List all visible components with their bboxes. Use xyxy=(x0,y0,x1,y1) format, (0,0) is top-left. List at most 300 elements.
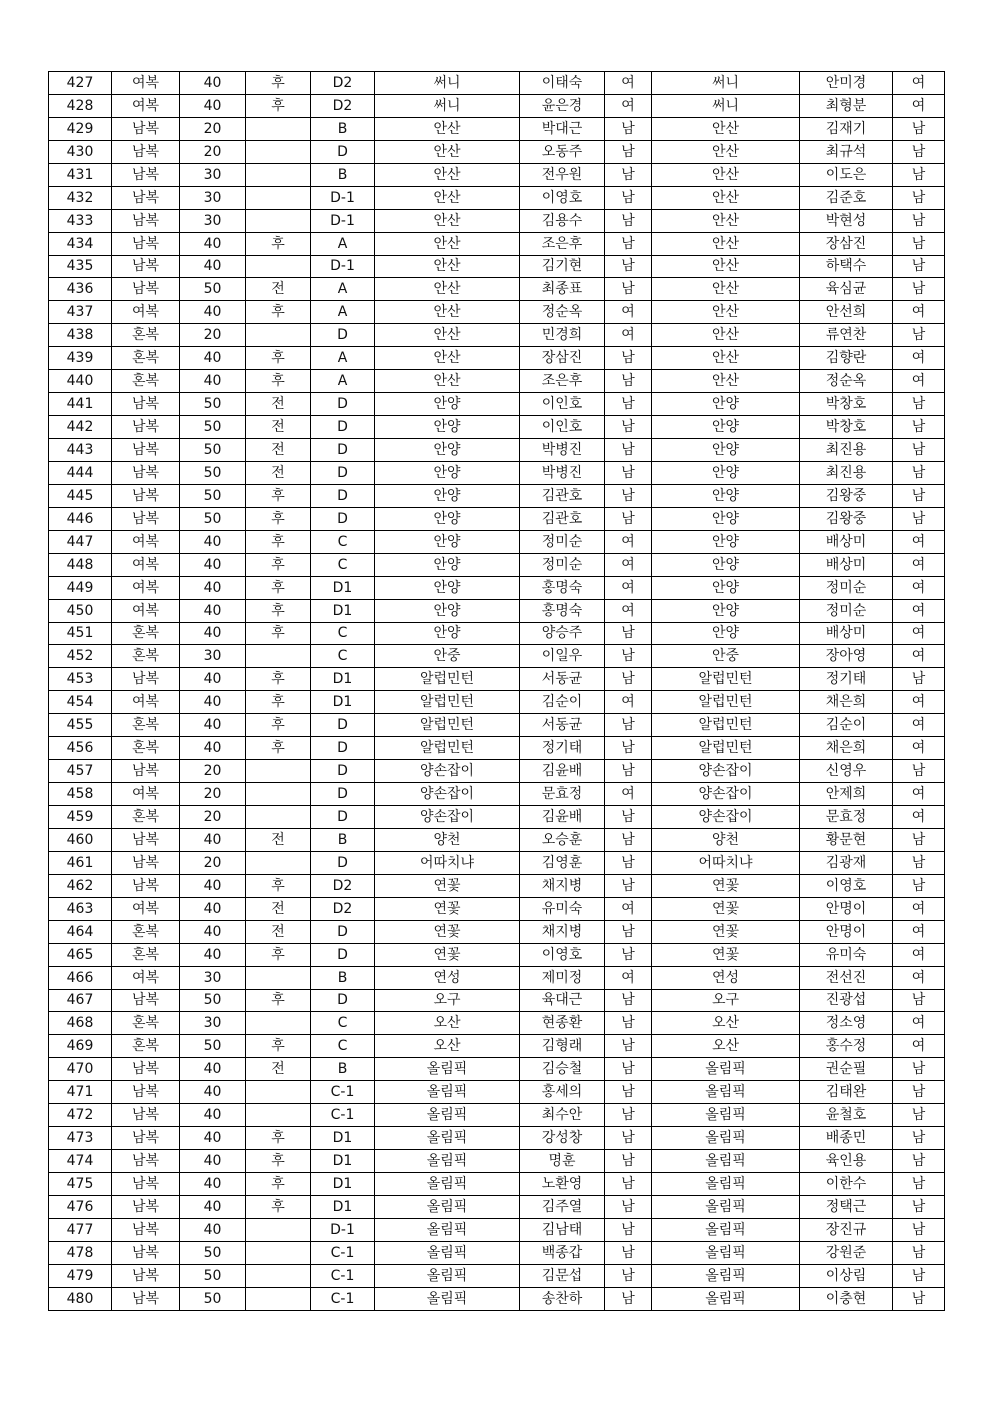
skill-grade-cell: A xyxy=(311,301,375,324)
player1-name-cell: 김순이 xyxy=(520,691,605,714)
table-row xyxy=(49,232,945,255)
age-group-cell: 30 xyxy=(180,209,246,232)
entry-number-cell: 437 xyxy=(49,301,112,324)
skill-grade-cell: D xyxy=(311,920,375,943)
player1-club-cell: 오산 xyxy=(375,1012,520,1035)
table-row xyxy=(49,72,945,95)
player2-club-cell: 올림픽 xyxy=(652,1264,800,1287)
player2-club-cell: 알럽민턴 xyxy=(652,714,800,737)
player2-club-cell: 안양 xyxy=(652,461,800,484)
player2-gender-cell: 남 xyxy=(893,989,945,1012)
player1-gender-cell: 남 xyxy=(605,920,652,943)
player2-gender-cell: 여 xyxy=(893,691,945,714)
skill-grade-cell: D1 xyxy=(311,599,375,622)
player1-club-cell: 써니 xyxy=(375,72,520,95)
player1-name-cell: 이인호 xyxy=(520,393,605,416)
player2-club-cell: 안양 xyxy=(652,622,800,645)
player2-gender-cell: 여 xyxy=(893,897,945,920)
player2-name-cell: 류연찬 xyxy=(800,324,893,347)
table-row xyxy=(49,1127,945,1150)
event-type-cell: 남복 xyxy=(112,1241,180,1264)
player2-gender-cell: 여 xyxy=(893,553,945,576)
player1-name-cell: 육대근 xyxy=(520,989,605,1012)
age-group-cell: 20 xyxy=(180,760,246,783)
skill-grade-cell: C-1 xyxy=(311,1081,375,1104)
entry-number-cell: 447 xyxy=(49,530,112,553)
player1-club-cell: 올림픽 xyxy=(375,1195,520,1218)
age-group-cell: 50 xyxy=(180,484,246,507)
player1-name-cell: 박병진 xyxy=(520,439,605,462)
player2-name-cell: 정미순 xyxy=(800,576,893,599)
age-half-cell: 전 xyxy=(246,461,311,484)
player1-name-cell: 이영호 xyxy=(520,943,605,966)
player1-club-cell: 올림픽 xyxy=(375,1218,520,1241)
player2-club-cell: 연꽃 xyxy=(652,874,800,897)
player1-name-cell: 명훈 xyxy=(520,1150,605,1173)
event-type-cell: 여복 xyxy=(112,599,180,622)
age-group-cell: 30 xyxy=(180,1012,246,1035)
age-group-cell: 50 xyxy=(180,278,246,301)
event-type-cell: 혼복 xyxy=(112,1012,180,1035)
player1-club-cell: 양손잡이 xyxy=(375,783,520,806)
player2-name-cell: 장삼진 xyxy=(800,232,893,255)
entry-number-cell: 461 xyxy=(49,851,112,874)
skill-grade-cell: D-1 xyxy=(311,186,375,209)
event-type-cell: 혼복 xyxy=(112,943,180,966)
player1-name-cell: 최수안 xyxy=(520,1104,605,1127)
player1-club-cell: 알럽민턴 xyxy=(375,714,520,737)
player1-name-cell: 김관호 xyxy=(520,507,605,530)
player2-name-cell: 박창호 xyxy=(800,393,893,416)
player1-gender-cell: 남 xyxy=(605,668,652,691)
player1-gender-cell: 남 xyxy=(605,393,652,416)
age-half-cell xyxy=(246,851,311,874)
age-half-cell: 후 xyxy=(246,1035,311,1058)
skill-grade-cell: A xyxy=(311,278,375,301)
age-half-cell xyxy=(246,1218,311,1241)
player1-club-cell: 안산 xyxy=(375,163,520,186)
table-row xyxy=(49,1058,945,1081)
player2-gender-cell: 남 xyxy=(893,1104,945,1127)
table-row xyxy=(49,1218,945,1241)
player2-club-cell: 안양 xyxy=(652,439,800,462)
player1-name-cell: 노환영 xyxy=(520,1173,605,1196)
player1-club-cell: 알럽민턴 xyxy=(375,668,520,691)
entry-number-cell: 446 xyxy=(49,507,112,530)
player2-gender-cell: 남 xyxy=(893,278,945,301)
player2-name-cell: 홍수정 xyxy=(800,1035,893,1058)
age-group-cell: 40 xyxy=(180,553,246,576)
table-row xyxy=(49,209,945,232)
player2-gender-cell: 남 xyxy=(893,393,945,416)
player2-name-cell: 진광섭 xyxy=(800,989,893,1012)
player1-gender-cell: 남 xyxy=(605,186,652,209)
player2-gender-cell: 남 xyxy=(893,117,945,140)
skill-grade-cell: C-1 xyxy=(311,1241,375,1264)
age-group-cell: 40 xyxy=(180,920,246,943)
event-type-cell: 남복 xyxy=(112,1264,180,1287)
player2-name-cell: 최진용 xyxy=(800,461,893,484)
entry-number-cell: 427 xyxy=(49,72,112,95)
player1-name-cell: 김문섭 xyxy=(520,1264,605,1287)
age-half-cell: 전 xyxy=(246,920,311,943)
event-type-cell: 여복 xyxy=(112,530,180,553)
event-type-cell: 여복 xyxy=(112,301,180,324)
table-row xyxy=(49,1012,945,1035)
player1-club-cell: 올림픽 xyxy=(375,1264,520,1287)
player1-gender-cell: 남 xyxy=(605,1058,652,1081)
player2-gender-cell: 여 xyxy=(893,943,945,966)
player1-gender-cell: 남 xyxy=(605,989,652,1012)
player2-name-cell: 최진용 xyxy=(800,439,893,462)
skill-grade-cell: D xyxy=(311,806,375,829)
player2-gender-cell: 남 xyxy=(893,1241,945,1264)
table-row xyxy=(49,255,945,278)
player2-club-cell: 올림픽 xyxy=(652,1287,800,1310)
age-group-cell: 50 xyxy=(180,416,246,439)
player2-club-cell: 연꽃 xyxy=(652,943,800,966)
player2-club-cell: 양손잡이 xyxy=(652,806,800,829)
player1-gender-cell: 남 xyxy=(605,1287,652,1310)
entry-table xyxy=(48,71,945,1311)
age-half-cell: 후 xyxy=(246,989,311,1012)
player1-name-cell: 박대근 xyxy=(520,117,605,140)
player2-gender-cell: 남 xyxy=(893,1218,945,1241)
skill-grade-cell: D xyxy=(311,760,375,783)
player2-name-cell: 정소영 xyxy=(800,1012,893,1035)
entry-number-cell: 469 xyxy=(49,1035,112,1058)
player2-club-cell: 올림픽 xyxy=(652,1104,800,1127)
age-half-cell: 후 xyxy=(246,1173,311,1196)
table-row xyxy=(49,163,945,186)
table-row xyxy=(49,507,945,530)
player2-club-cell: 연꽃 xyxy=(652,897,800,920)
entry-number-cell: 434 xyxy=(49,232,112,255)
player2-gender-cell: 여 xyxy=(893,599,945,622)
event-type-cell: 혼복 xyxy=(112,737,180,760)
skill-grade-cell: D xyxy=(311,507,375,530)
age-half-cell: 전 xyxy=(246,278,311,301)
entry-number-cell: 450 xyxy=(49,599,112,622)
age-half-cell xyxy=(246,255,311,278)
player2-club-cell: 올림픽 xyxy=(652,1058,800,1081)
skill-grade-cell: D2 xyxy=(311,94,375,117)
skill-grade-cell: D xyxy=(311,851,375,874)
age-group-cell: 40 xyxy=(180,599,246,622)
event-type-cell: 여복 xyxy=(112,94,180,117)
player1-club-cell: 양손잡이 xyxy=(375,806,520,829)
player1-club-cell: 안산 xyxy=(375,140,520,163)
entry-number-cell: 471 xyxy=(49,1081,112,1104)
entry-number-cell: 460 xyxy=(49,828,112,851)
entry-number-cell: 479 xyxy=(49,1264,112,1287)
player1-gender-cell: 남 xyxy=(605,507,652,530)
player1-gender-cell: 여 xyxy=(605,94,652,117)
age-group-cell: 40 xyxy=(180,1127,246,1150)
player1-club-cell: 연꽃 xyxy=(375,920,520,943)
player2-name-cell: 박창호 xyxy=(800,416,893,439)
event-type-cell: 남복 xyxy=(112,163,180,186)
entry-number-cell: 435 xyxy=(49,255,112,278)
player1-gender-cell: 남 xyxy=(605,117,652,140)
player1-club-cell: 안산 xyxy=(375,186,520,209)
table-row xyxy=(49,278,945,301)
entry-number-cell: 475 xyxy=(49,1173,112,1196)
player2-club-cell: 양손잡이 xyxy=(652,760,800,783)
age-group-cell: 50 xyxy=(180,989,246,1012)
age-half-cell: 후 xyxy=(246,72,311,95)
player2-gender-cell: 남 xyxy=(893,461,945,484)
player2-gender-cell: 여 xyxy=(893,370,945,393)
skill-grade-cell: D2 xyxy=(311,72,375,95)
player2-name-cell: 정기태 xyxy=(800,668,893,691)
skill-grade-cell: D-1 xyxy=(311,209,375,232)
player1-name-cell: 송찬하 xyxy=(520,1287,605,1310)
age-group-cell: 40 xyxy=(180,1058,246,1081)
age-group-cell: 40 xyxy=(180,737,246,760)
player2-club-cell: 안산 xyxy=(652,209,800,232)
player2-name-cell: 최규석 xyxy=(800,140,893,163)
age-half-cell: 후 xyxy=(246,691,311,714)
event-type-cell: 남복 xyxy=(112,1058,180,1081)
event-type-cell: 혼복 xyxy=(112,622,180,645)
entry-number-cell: 478 xyxy=(49,1241,112,1264)
event-type-cell: 여복 xyxy=(112,72,180,95)
age-half-cell: 후 xyxy=(246,668,311,691)
entry-number-cell: 474 xyxy=(49,1150,112,1173)
age-group-cell: 40 xyxy=(180,668,246,691)
player1-name-cell: 서동균 xyxy=(520,668,605,691)
player1-gender-cell: 남 xyxy=(605,347,652,370)
player2-club-cell: 안산 xyxy=(652,324,800,347)
player1-name-cell: 서동균 xyxy=(520,714,605,737)
entry-number-cell: 438 xyxy=(49,324,112,347)
player2-name-cell: 김왕중 xyxy=(800,484,893,507)
event-type-cell: 남복 xyxy=(112,874,180,897)
player2-name-cell: 김광재 xyxy=(800,851,893,874)
player2-gender-cell: 남 xyxy=(893,484,945,507)
player1-gender-cell: 남 xyxy=(605,1241,652,1264)
event-type-cell: 남복 xyxy=(112,1127,180,1150)
event-type-cell: 남복 xyxy=(112,484,180,507)
skill-grade-cell: D xyxy=(311,324,375,347)
player2-name-cell: 장아영 xyxy=(800,645,893,668)
player1-club-cell: 올림픽 xyxy=(375,1081,520,1104)
player2-gender-cell: 남 xyxy=(893,1195,945,1218)
skill-grade-cell: C-1 xyxy=(311,1104,375,1127)
player1-club-cell: 써니 xyxy=(375,94,520,117)
skill-grade-cell: D xyxy=(311,737,375,760)
table-row xyxy=(49,1081,945,1104)
age-half-cell: 후 xyxy=(246,576,311,599)
player1-name-cell: 현종환 xyxy=(520,1012,605,1035)
player2-name-cell: 육인용 xyxy=(800,1150,893,1173)
age-group-cell: 40 xyxy=(180,530,246,553)
entry-number-cell: 440 xyxy=(49,370,112,393)
player1-name-cell: 김영훈 xyxy=(520,851,605,874)
player2-club-cell: 안양 xyxy=(652,530,800,553)
table-row xyxy=(49,1035,945,1058)
age-half-cell: 후 xyxy=(246,507,311,530)
player1-name-cell: 정기태 xyxy=(520,737,605,760)
entry-number-cell: 455 xyxy=(49,714,112,737)
skill-grade-cell: D xyxy=(311,714,375,737)
age-half-cell: 전 xyxy=(246,393,311,416)
player1-gender-cell: 남 xyxy=(605,255,652,278)
entry-number-cell: 457 xyxy=(49,760,112,783)
player1-name-cell: 홍명숙 xyxy=(520,599,605,622)
player2-gender-cell: 여 xyxy=(893,576,945,599)
player1-gender-cell: 남 xyxy=(605,232,652,255)
player2-name-cell: 신영우 xyxy=(800,760,893,783)
age-half-cell xyxy=(246,966,311,989)
player1-gender-cell: 남 xyxy=(605,714,652,737)
player1-gender-cell: 남 xyxy=(605,1081,652,1104)
age-half-cell xyxy=(246,1287,311,1310)
player2-gender-cell: 여 xyxy=(893,645,945,668)
entry-number-cell: 430 xyxy=(49,140,112,163)
table-row xyxy=(49,599,945,622)
player1-club-cell: 안중 xyxy=(375,645,520,668)
player2-name-cell: 이충현 xyxy=(800,1287,893,1310)
player2-gender-cell: 남 xyxy=(893,1081,945,1104)
player2-club-cell: 안산 xyxy=(652,186,800,209)
player1-name-cell: 김승철 xyxy=(520,1058,605,1081)
age-group-cell: 40 xyxy=(180,232,246,255)
age-group-cell: 30 xyxy=(180,186,246,209)
table-row xyxy=(49,1104,945,1127)
entry-number-cell: 449 xyxy=(49,576,112,599)
table-row xyxy=(49,714,945,737)
player1-name-cell: 조은후 xyxy=(520,232,605,255)
player2-gender-cell: 여 xyxy=(893,72,945,95)
age-group-cell: 50 xyxy=(180,1287,246,1310)
player2-name-cell: 이상림 xyxy=(800,1264,893,1287)
player2-club-cell: 올림픽 xyxy=(652,1218,800,1241)
player1-name-cell: 조은후 xyxy=(520,370,605,393)
entry-number-cell: 444 xyxy=(49,461,112,484)
age-group-cell: 40 xyxy=(180,1104,246,1127)
player1-club-cell: 올림픽 xyxy=(375,1241,520,1264)
player2-name-cell: 배상미 xyxy=(800,622,893,645)
age-half-cell: 후 xyxy=(246,737,311,760)
player1-gender-cell: 남 xyxy=(605,416,652,439)
entry-number-cell: 442 xyxy=(49,416,112,439)
player2-name-cell: 김순이 xyxy=(800,714,893,737)
player2-name-cell: 문효정 xyxy=(800,806,893,829)
player1-gender-cell: 여 xyxy=(605,599,652,622)
age-group-cell: 30 xyxy=(180,966,246,989)
age-half-cell: 후 xyxy=(246,874,311,897)
player1-gender-cell: 남 xyxy=(605,1195,652,1218)
player1-club-cell: 올림픽 xyxy=(375,1127,520,1150)
age-half-cell xyxy=(246,645,311,668)
age-group-cell: 40 xyxy=(180,943,246,966)
skill-grade-cell: C-1 xyxy=(311,1287,375,1310)
table-row xyxy=(49,691,945,714)
entry-number-cell: 443 xyxy=(49,439,112,462)
age-group-cell: 40 xyxy=(180,347,246,370)
player2-name-cell: 김왕중 xyxy=(800,507,893,530)
skill-grade-cell: D xyxy=(311,461,375,484)
player2-club-cell: 안산 xyxy=(652,278,800,301)
player2-gender-cell: 남 xyxy=(893,255,945,278)
age-group-cell: 40 xyxy=(180,301,246,324)
entry-number-cell: 462 xyxy=(49,874,112,897)
player2-gender-cell: 여 xyxy=(893,622,945,645)
skill-grade-cell: C xyxy=(311,553,375,576)
entry-number-cell: 453 xyxy=(49,668,112,691)
player2-club-cell: 안산 xyxy=(652,255,800,278)
table-row xyxy=(49,484,945,507)
player2-gender-cell: 여 xyxy=(893,301,945,324)
entry-number-cell: 467 xyxy=(49,989,112,1012)
player2-name-cell: 윤철호 xyxy=(800,1104,893,1127)
age-half-cell: 후 xyxy=(246,370,311,393)
player2-club-cell: 알럽민턴 xyxy=(652,691,800,714)
event-type-cell: 남복 xyxy=(112,255,180,278)
player2-club-cell: 안산 xyxy=(652,232,800,255)
age-half-cell xyxy=(246,783,311,806)
player2-club-cell: 오산 xyxy=(652,1012,800,1035)
age-group-cell: 50 xyxy=(180,461,246,484)
table-row xyxy=(49,94,945,117)
player2-name-cell: 채은희 xyxy=(800,691,893,714)
entry-number-cell: 436 xyxy=(49,278,112,301)
table-row xyxy=(49,461,945,484)
player1-name-cell: 백종갑 xyxy=(520,1241,605,1264)
table-row xyxy=(49,1195,945,1218)
event-type-cell: 혼복 xyxy=(112,645,180,668)
table-row xyxy=(49,1264,945,1287)
player1-gender-cell: 남 xyxy=(605,484,652,507)
player2-club-cell: 연꽃 xyxy=(652,920,800,943)
age-group-cell: 30 xyxy=(180,645,246,668)
player1-gender-cell: 남 xyxy=(605,1173,652,1196)
age-half-cell: 전 xyxy=(246,897,311,920)
player2-club-cell: 알럽민턴 xyxy=(652,737,800,760)
player1-name-cell: 양승주 xyxy=(520,622,605,645)
skill-grade-cell: B xyxy=(311,163,375,186)
player2-gender-cell: 여 xyxy=(893,94,945,117)
player1-gender-cell: 남 xyxy=(605,278,652,301)
player1-gender-cell: 여 xyxy=(605,783,652,806)
player1-gender-cell: 여 xyxy=(605,691,652,714)
player1-gender-cell: 남 xyxy=(605,163,652,186)
player2-gender-cell: 남 xyxy=(893,828,945,851)
player2-gender-cell: 남 xyxy=(893,668,945,691)
entry-number-cell: 441 xyxy=(49,393,112,416)
entry-number-cell: 458 xyxy=(49,783,112,806)
player1-club-cell: 안산 xyxy=(375,209,520,232)
player1-club-cell: 알럽민턴 xyxy=(375,737,520,760)
player1-name-cell: 김기현 xyxy=(520,255,605,278)
event-type-cell: 남복 xyxy=(112,760,180,783)
player2-name-cell: 정택근 xyxy=(800,1195,893,1218)
player1-gender-cell: 남 xyxy=(605,874,652,897)
player1-club-cell: 안양 xyxy=(375,484,520,507)
player2-gender-cell: 여 xyxy=(893,347,945,370)
player1-gender-cell: 남 xyxy=(605,1127,652,1150)
player1-club-cell: 안산 xyxy=(375,347,520,370)
player1-club-cell: 오산 xyxy=(375,1035,520,1058)
event-type-cell: 혼복 xyxy=(112,714,180,737)
player2-club-cell: 올림픽 xyxy=(652,1081,800,1104)
age-group-cell: 40 xyxy=(180,255,246,278)
skill-grade-cell: D2 xyxy=(311,897,375,920)
player2-club-cell: 양천 xyxy=(652,828,800,851)
table-row xyxy=(49,622,945,645)
